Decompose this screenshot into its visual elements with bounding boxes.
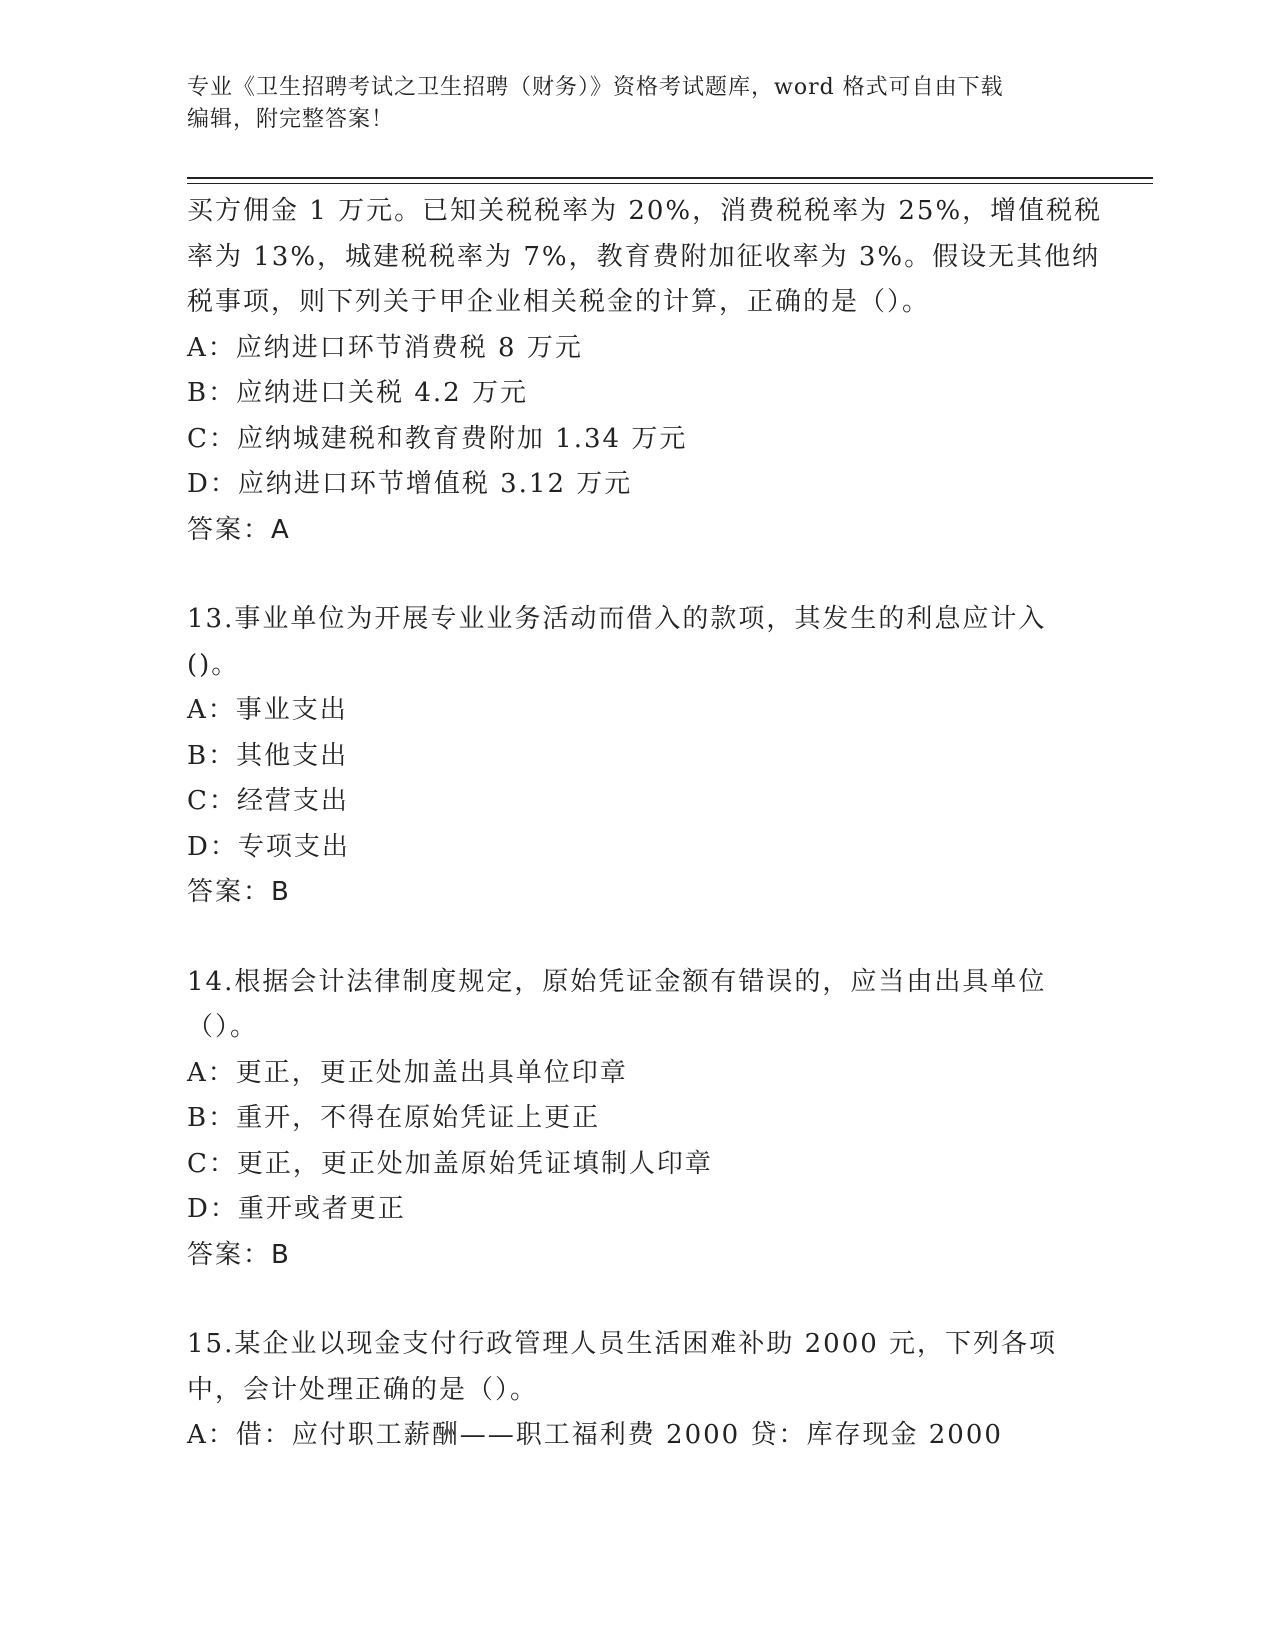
answer: 答案：A (187, 514, 291, 545)
question-stem-line: 13.事业单位为开展专业业务活动而借入的款项，其发生的利息应计入 (187, 604, 1047, 634)
question-stem-line: 率为 13%，城建税税率为 7%，教育费附加征收率为 3%。假设无其他纳 (187, 241, 1101, 272)
question-14 (187, 960, 1087, 1279)
option-a: A：应纳进口环节消费税 8 万元 (187, 332, 583, 363)
question-13 (187, 597, 1087, 916)
header-line-2: 编辑，附完整答案！ (187, 107, 395, 132)
question-list (187, 189, 1103, 1459)
document-header (187, 72, 1067, 136)
option-b: B：重开，不得在原始凭证上更正 (187, 1103, 601, 1133)
option-c: C：经营支出 (187, 786, 349, 816)
header-divider-thin (187, 183, 1153, 184)
header-line-1: 专业《卫生招聘考试之卫生招聘（财务）》资格考试题库，word 格式可自由下载 (187, 75, 1004, 100)
option-a: A：事业支出 (187, 695, 348, 725)
option-b: B：应纳进口关税 4.2 万元 (187, 378, 528, 408)
question-stem-line: 买方佣金 1 万元。已知关税税率为 20%，消费税税率为 25%，增值税税 (187, 196, 1103, 226)
answer: 答案：B (187, 877, 291, 907)
option-c: C：应纳城建税和教育费附加 1.34 万元 (187, 423, 688, 454)
question-stem-line: ()。 (187, 649, 240, 680)
option-d: D：应纳进口环节增值税 3.12 万元 (187, 469, 633, 499)
option-c: C：更正，更正处加盖原始凭证填制人印章 (187, 1148, 713, 1179)
answer: 答案：B (187, 1239, 291, 1270)
option-a: A：借：应付职工薪酬——职工福利费 2000 贷：库存现金 2000 (187, 1420, 1003, 1450)
question-12 (187, 189, 1103, 553)
header-divider (187, 177, 1153, 179)
question-stem-line: 税事项，则下列关于甲企业相关税金的计算，正确的是（）。 (187, 287, 931, 317)
question-stem-line: 15.某企业以现金支付行政管理人员生活困难补助 2000 元，下列各项 (187, 1329, 1058, 1359)
option-d: D：重开或者更正 (187, 1194, 406, 1224)
question-15 (187, 1322, 1087, 1459)
option-d: D：专项支出 (187, 831, 350, 862)
question-stem-line: 14.根据会计法律制度规定，原始凭证金额有错误的，应当由出具单位 (187, 966, 1047, 997)
question-stem-line: （）。 (187, 1012, 259, 1042)
option-b: B：其他支出 (187, 740, 349, 771)
question-stem-line: 中，会计处理正确的是（）。 (187, 1374, 539, 1405)
option-a: A：更正，更正处加盖出具单位印章 (187, 1057, 628, 1088)
